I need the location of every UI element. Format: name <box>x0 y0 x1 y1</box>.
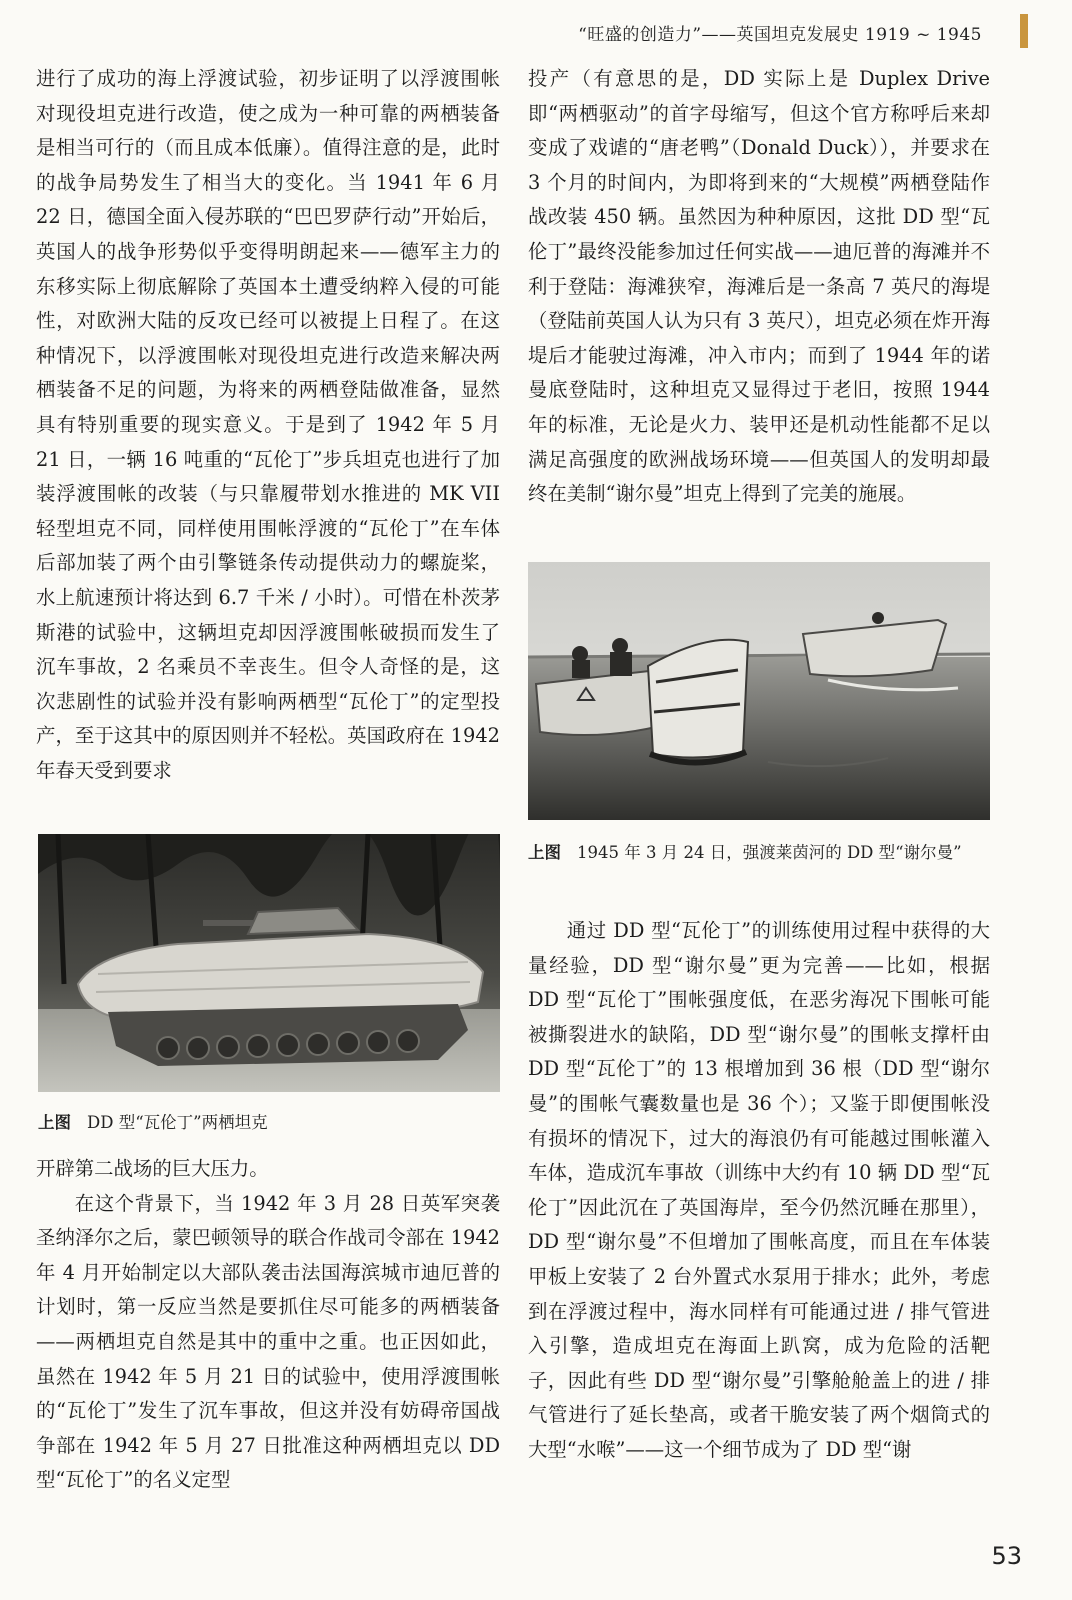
caption-text: DD 型“瓦伦丁”两栖坦克 <box>87 1113 268 1132</box>
body-paragraph: 开辟第二战场的巨大压力。 <box>36 1157 269 1180</box>
header-accent-bar <box>1020 14 1028 48</box>
right-column-top <box>528 62 990 512</box>
page-number: 53 <box>991 1542 1022 1570</box>
body-paragraph: 通过 DD 型“瓦伦丁”的训练使用过程中获得的大量经验，DD 型“谢尔曼”更为完善——比如，根据 DD 型“瓦伦丁”围帐强度低，在恶劣海况下围帐可能被撕裂进水的缺陷，DD 型“谢尔曼”的围帐支撑杆由 DD 型“瓦伦丁”的 13 根增加到 36 根（DD 型“谢尔曼”的围帐气囊数量也是 36 个）；又鉴于即便围帐没有损坏的情况下，过大的海浪仍有可能越过围帐灌入车体，造成沉车事故（训练中大约有 10 辆 DD 型“瓦伦丁”因此沉在了英国海岸，至今仍然沉睡在那里），DD 型“谢尔曼”不但增加了围帐高度，而且在车体装甲板上安装了 2 台外置式水泵用于排水；此外，考虑到在浮渡过程中，海水同样有可能通过进 / 排气管进入引擎，造成坦克在海面上趴窝，成为危险的活靶子，因此有些 DD 型“谢尔曼”引擎舱舱盖上的进 / 排气管进行了延长垫高，或者干脆安装了两个烟筒式的大型“水喉”——这一个细节成为了 DD 型“谢 <box>528 919 990 1461</box>
caption-text: 1945 年 3 月 24 日，强渡莱茵河的 DD 型“谢尔曼” <box>577 843 962 862</box>
body-paragraph: 进行了成功的海上浮渡试验，初步证明了以浮渡围帐对现役坦克进行改造，使之成为一种可靠的两栖装备是相当可行的（而且成本低廉）。值得注意的是，此时的战争局势发生了相当大的变化。当 1941 年 6 月 22 日，德国全面入侵苏联的“巴巴罗萨行动”开始后，英国人的战争形势似乎变得明朗起来——德军主力的东移实际上彻底解除了英国本土遭受纳粹入侵的可能性，对欧洲大陆的反攻已经可以被提上日程了。在这种情况下，以浮渡围帐对现役坦克进行改造来解决两栖装备不足的问题，为将来的两栖登陆做准备，显然具有特别重要的现实意义。于是到了 1942 年 5 月 21 日，一辆 16 吨重的“瓦伦丁”步兵坦克也进行了加装浮渡围帐的改装（与只靠履带划水推进的 MK VII 轻型坦克不同，同样使用围帐浮渡的“瓦伦丁”在车体后部加装了两个由引擎链条传动提供动力的螺旋桨，水上航速预计将达到 6.7 千米 / 小时）。可惜在朴茨茅斯港的试验中，这辆坦克却因浮渡围帐破损而发生了沉车事故，2 名乘员不幸丧生。但令人奇怪的是，这次悲剧性的试验并没有影响两栖型“瓦伦丁”的定型投产，至于这其中的原因则并不轻松。英国政府在 1942 年春天受到要求 <box>36 67 500 782</box>
caption-tank <box>38 1108 500 1138</box>
running-header: “旺盛的创造力”——英国坦克发展史 1919 ~ 1945 <box>578 25 982 45</box>
right-column-bottom <box>528 914 990 1468</box>
body-paragraph: 投产（有意思的是，DD 实际上是 Duplex Drive 即“两栖驱动”的首字母缩写，但这个官方称呼后来却变成了戏谑的“唐老鸭”（Donald Duck）），并要求在 3 个月的时间内，为即将到来的“大规模”两栖登陆作战改装 450 辆。虽然因为种种原因，这批 DD 型“瓦伦丁”最终没能参加过任何实战——迪厄普的海滩并不利于登陆：海滩狭窄，海滩后是一条高 7 英尺的海堤（登陆前英国人认为只有 3 英尺），坦克必须在炸开海堤后才能驶过海滩，冲入市内；而到了 1944 年的诺曼底登陆时，这种坦克又显得过于老旧，按照 1944 年的标准，无论是火力、装甲还是机动性能都不足以满足高强度的欧洲战场环境——但英国人的发明却最终在美制“谢尔曼”坦克上得到了完美的施展。 <box>528 67 990 506</box>
photo-dd-sherman-rhine <box>528 562 990 820</box>
photo-dd-valentine-tank <box>38 834 500 1092</box>
caption-tag: 上图 <box>38 1113 71 1132</box>
caption-river <box>528 838 990 868</box>
left-column-bottom <box>36 1152 500 1498</box>
left-column-top <box>36 62 500 788</box>
caption-tag: 上图 <box>528 843 561 862</box>
body-paragraph: 在这个背景下，当 1942 年 3 月 28 日英军突袭圣纳泽尔之后，蒙巴顿领导的联合作战司令部在 1942 年 4 月开始制定以大部队袭击法国海滨城市迪厄普的计划时，第一反应当然是要抓住尽可能多的两栖装备——两栖坦克自然是其中的重中之重。也正因如此，虽然在 1942 年 5 月 21 日的试验中，使用浮渡围帐的“瓦伦丁”发生了沉车事故，但这并没有妨碍帝国战争部在 1942 年 5 月 27 日批准这种两栖坦克以 DD 型“瓦伦丁”的名义定型 <box>36 1191 500 1492</box>
